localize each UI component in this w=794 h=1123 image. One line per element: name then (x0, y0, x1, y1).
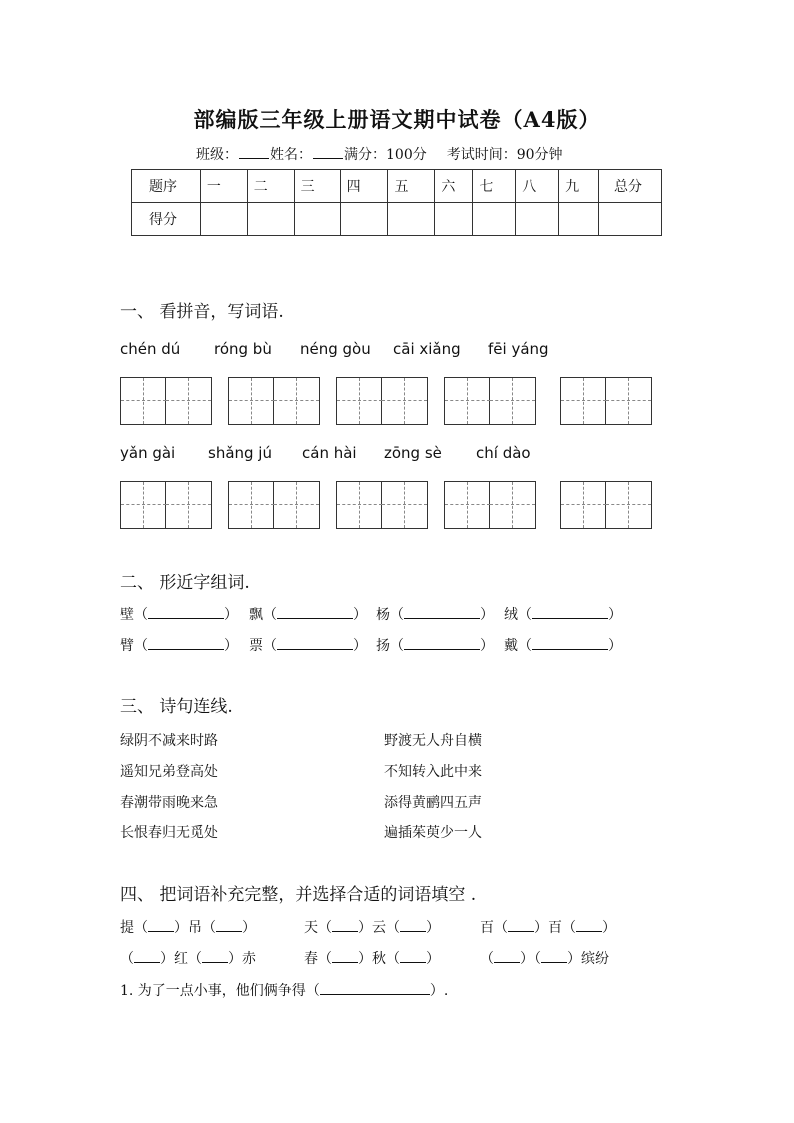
idiom-blank[interactable] (216, 919, 242, 932)
pinyin-label: zōng sè (384, 444, 442, 462)
name-blank[interactable] (313, 146, 343, 159)
pinyin-label: cāi xiǎng (393, 340, 461, 358)
idiom-item: （ ）（ ）缤纷 (480, 951, 609, 967)
score-header-cell: 五 (388, 170, 435, 203)
score-cell[interactable] (599, 203, 662, 236)
answer-blank[interactable] (532, 606, 608, 619)
idiom-blank[interactable] (508, 919, 534, 932)
score-header-cell: 八 (516, 170, 559, 203)
answer-blank[interactable] (277, 637, 353, 650)
page-title: 部编版三年级上册语文期中试卷（A4版） (193, 107, 601, 132)
pinyin-label: yǎn gài (120, 444, 176, 462)
pinyin-label: chí dào (476, 444, 531, 462)
score-cell[interactable] (435, 203, 473, 236)
pinyin-label: chén dú (120, 340, 181, 358)
writing-grid[interactable] (444, 481, 536, 529)
score-cell[interactable] (247, 203, 294, 236)
writing-grid[interactable] (336, 377, 428, 425)
answer-blank[interactable] (320, 982, 430, 995)
poem-line-right[interactable]: 遍插茱萸少一人 (384, 825, 482, 841)
character: 飘 (249, 607, 263, 623)
idiom-blank[interactable] (202, 950, 228, 963)
idiom-blank[interactable] (134, 950, 160, 963)
poem-line-left[interactable]: 遥知兄弟登高处 (120, 764, 218, 780)
idiom-blank[interactable] (332, 919, 358, 932)
character: 绒 (504, 607, 518, 623)
idiom-item: （ ）红（ ）赤 (120, 951, 256, 967)
score-table (131, 169, 662, 236)
idiom-blank[interactable] (400, 919, 426, 932)
idiom-blank[interactable] (494, 950, 520, 963)
word-item: 扬（ ） (376, 638, 494, 654)
score-cell[interactable] (388, 203, 435, 236)
writing-grid[interactable] (228, 481, 320, 529)
score-header-cell: 二 (247, 170, 294, 203)
score-value-row (132, 203, 662, 236)
idiom-blank[interactable] (148, 919, 174, 932)
poem-line-left[interactable]: 长恨春归无觅处 (120, 825, 218, 841)
writing-grid[interactable] (336, 481, 428, 529)
idiom-blank[interactable] (400, 950, 426, 963)
score-header-cell: 九 (559, 170, 599, 203)
full-score: 满分：100分 (344, 147, 427, 163)
answer-blank[interactable] (404, 637, 480, 650)
poem-line-right[interactable]: 不知转入此中来 (384, 764, 482, 780)
idiom-item: 提（ ）吊（ ） (120, 920, 256, 936)
idiom-item: 天（ ）云（ ） (304, 920, 440, 936)
answer-blank[interactable] (404, 606, 480, 619)
pinyin-label: néng gòu (300, 340, 371, 358)
character: 杨 (376, 607, 390, 623)
pinyin-label: cán hài (302, 444, 357, 462)
answer-blank[interactable] (148, 637, 224, 650)
pinyin-label: shǎng jú (208, 444, 272, 462)
word-item: 臂（ ） (120, 638, 238, 654)
answer-blank[interactable] (532, 637, 608, 650)
idiom-item: 春（ ）秋（ ） (304, 951, 440, 967)
class-label: 班级： (196, 147, 238, 163)
idiom-blank[interactable] (332, 950, 358, 963)
score-cell[interactable] (516, 203, 559, 236)
poem-line-left[interactable]: 绿阴不减来时路 (120, 733, 218, 749)
exam-time: 考试时间：90分钟 (446, 147, 563, 163)
character: 壁 (120, 607, 134, 623)
word-item: 杨（ ） (376, 607, 494, 623)
section3-heading: 三、 诗句连线. (120, 697, 233, 717)
score-header-cell: 一 (200, 170, 247, 203)
character: 臂 (120, 638, 134, 654)
exam-info-line (196, 144, 563, 164)
score-cell[interactable] (200, 203, 247, 236)
writing-grid[interactable] (120, 481, 212, 529)
answer-blank[interactable] (148, 606, 224, 619)
character: 票 (249, 638, 263, 654)
answer-blank[interactable] (277, 606, 353, 619)
idiom-blank[interactable] (576, 919, 602, 932)
score-header-cell: 四 (340, 170, 388, 203)
score-header-cell: 七 (473, 170, 516, 203)
writing-grid[interactable] (444, 377, 536, 425)
idiom-blank[interactable] (541, 950, 567, 963)
word-item: 票（ ） (249, 638, 367, 654)
score-cell[interactable] (294, 203, 340, 236)
word-item: 绒（ ） (504, 607, 622, 623)
word-item: 壁（ ） (120, 607, 238, 623)
pinyin-label: fēi yáng (488, 340, 549, 358)
writing-grid[interactable] (120, 377, 212, 425)
score-header-cell: 题序 (132, 170, 201, 203)
word-item: 戴（ ） (504, 638, 622, 654)
poem-line-right[interactable]: 野渡无人舟自横 (384, 733, 482, 749)
writing-grid[interactable] (560, 377, 652, 425)
writing-grid[interactable] (228, 377, 320, 425)
poem-line-right[interactable]: 添得黄鹂四五声 (384, 795, 482, 811)
class-blank[interactable] (239, 146, 269, 159)
character: 戴 (504, 638, 518, 654)
writing-grid[interactable] (560, 481, 652, 529)
score-header-cell: 总分 (599, 170, 662, 203)
score-header-row (132, 170, 662, 203)
character: 扬 (376, 638, 390, 654)
score-header-cell: 六 (435, 170, 473, 203)
pinyin-label: róng bù (214, 340, 272, 358)
question-1: 1. 为了一点小事，他们俩争得（ ）. (120, 983, 449, 999)
section1-heading: 一、 看拼音，写词语. (120, 302, 284, 322)
section4-heading: 四、 把词语补充完整，并选择合适的词语填空 . (120, 885, 477, 905)
name-label: 姓名： (270, 147, 312, 163)
score-cell[interactable] (340, 203, 388, 236)
score-cell[interactable] (559, 203, 599, 236)
word-item: 飘（ ） (249, 607, 367, 623)
score-cell[interactable] (473, 203, 516, 236)
score-header-cell: 三 (294, 170, 340, 203)
poem-line-left[interactable]: 春潮带雨晚来急 (120, 795, 218, 811)
section2-heading: 二、 形近字组词. (120, 573, 250, 593)
score-row-label: 得分 (132, 203, 201, 236)
idiom-item: 百（ ）百（ ） (480, 920, 616, 936)
